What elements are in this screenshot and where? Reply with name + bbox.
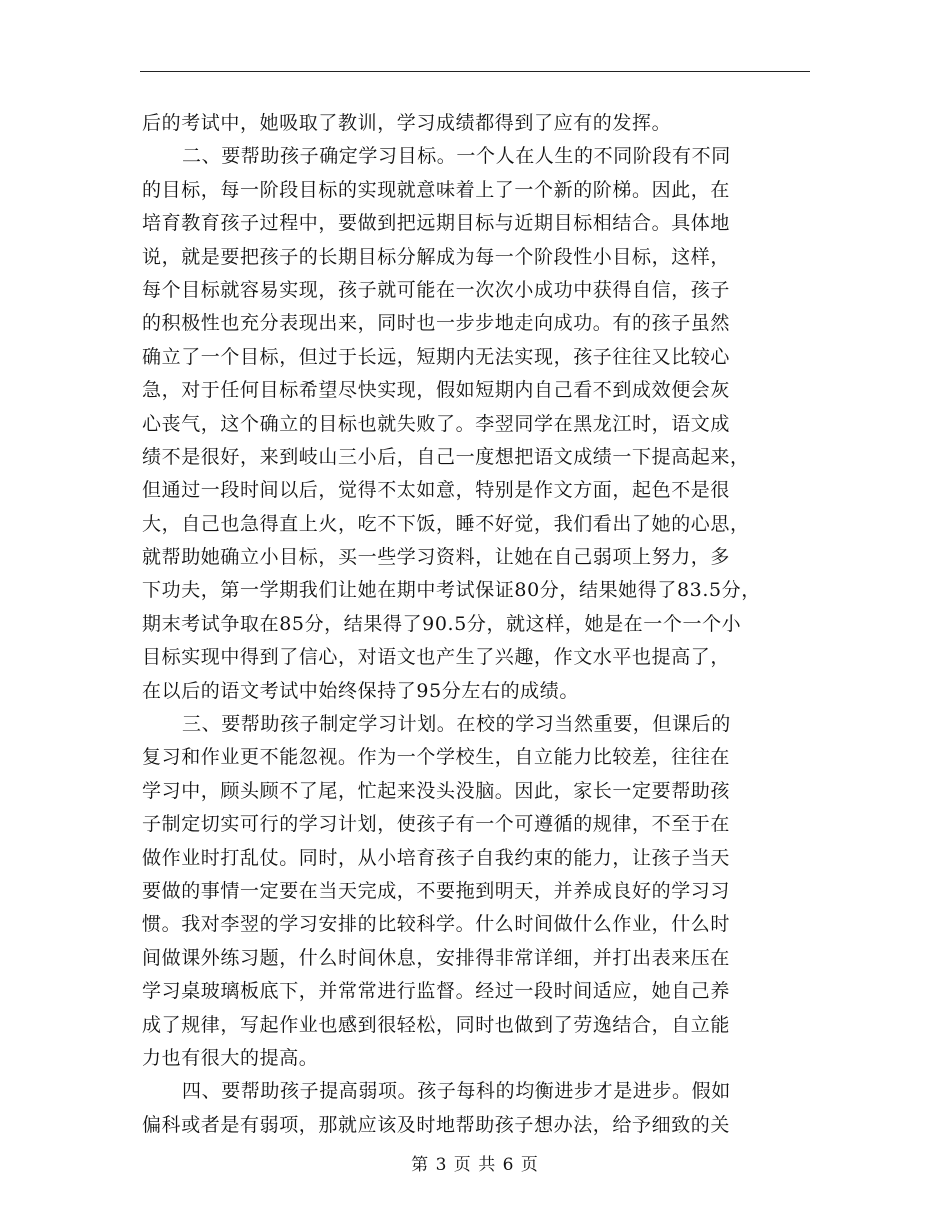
text-line: 子制定切实可行的学习计划，使孩子有一个可遵循的规律，不至于在 <box>142 813 731 836</box>
text-line: 绩不是很好，来到岐山三小后，自己一度想把语文成绩一下提高起来， <box>142 445 750 468</box>
text-line: 惯。我对李翌的学习安排的比较科学。什么时间做什么作业，什么时 <box>142 913 731 936</box>
header-rule <box>140 71 810 72</box>
text-line: 的目标，每一阶段目标的实现就意味着上了一个新的阶梯。因此，在 <box>142 178 731 201</box>
text-line: 的积极性也充分表现出来，同时也一步步地走向成功。有的孩子虽然 <box>142 312 731 335</box>
paragraph-start-line: 四、要帮助孩子提高弱项。孩子每科的均衡进步才是进步。假如 <box>182 1080 731 1103</box>
paragraph-start-line: 二、要帮助孩子确定学习目标。一个人在人生的不同阶段有不同 <box>182 145 731 168</box>
text-line: 学习桌玻璃板底下，并常常进行监督。经过一段时间适应，她自己养 <box>142 980 731 1003</box>
text-line: 成了规律，写起作业也感到很轻松，同时也做到了劳逸结合，自立能 <box>142 1013 731 1036</box>
text-line: 下功夫，第一学期我们让她在期中考试保证80分，结果她得了83.5分， <box>142 579 761 602</box>
text-line: 心丧气，这个确立的目标也就失败了。李翌同学在黑龙江时，语文成 <box>142 412 731 435</box>
text-line: 力也有很大的提高。 <box>142 1046 319 1069</box>
text-line: 大，自己也急得直上火，吃不下饭，睡不好觉，我们看出了她的心思， <box>142 512 750 535</box>
page-footer: 第 3 页 共 6 页 <box>411 1155 539 1175</box>
text-line: 但通过一段时间以后，觉得不太如意，特别是作文方面，起色不是很 <box>142 479 731 502</box>
paragraph-start-line: 三、要帮助孩子制定学习计划。在校的学习当然重要，但课后的 <box>182 713 731 736</box>
body-text <box>142 107 812 1142</box>
text-line: 学习中，顾头顾不了尾，忙起来没头没脑。因此，家长一定要帮助孩 <box>142 779 731 802</box>
text-line: 后的考试中，她吸取了教训，学习成绩都得到了应有的发挥。 <box>142 112 672 134</box>
text-line: 在以后的语文考试中始终保持了95分左右的成绩。 <box>142 679 579 702</box>
text-line: 急，对于任何目标希望尽快实现，假如短期内自己看不到成效便会灰 <box>142 379 731 402</box>
text-line: 要做的事情一定要在当天完成，不要拖到明天，并养成良好的学习习 <box>142 879 731 902</box>
text-line: 目标实现中得到了信心，对语文也产生了兴趣，作文水平也提高了， <box>142 646 731 669</box>
text-line: 就帮助她确立小目标，买一些学习资料，让她在自己弱项上努力，多 <box>142 546 731 569</box>
text-line: 培育教育孩子过程中，要做到把远期目标与近期目标相结合。具体地 <box>142 212 731 235</box>
text-line: 说，就是要把孩子的长期目标分解成为每一个阶段性小目标，这样， <box>142 245 731 268</box>
text-line: 确立了一个目标，但过于长远，短期内无法实现，孩子往往又比较心 <box>142 345 731 368</box>
text-line: 每个目标就容易实现，孩子就可能在一次次小成功中获得自信，孩子 <box>142 278 731 301</box>
text-line: 偏科或者是有弱项，那就应该及时地帮助孩子想办法，给予细致的关 <box>142 1113 731 1136</box>
text-line: 间做课外练习题，什么时间休息，安排得非常详细，并打出表来压在 <box>142 946 731 969</box>
text-line: 复习和作业更不能忽视。作为一个学校生，自立能力比较差，往往在 <box>142 746 731 769</box>
text-line: 做作业时打乱仗。同时，从小培育孩子自我约束的能力，让孩子当天 <box>142 846 731 869</box>
text-line: 期末考试争取在85分，结果得了90.5分，就这样，她是在一个一个小 <box>142 612 742 635</box>
